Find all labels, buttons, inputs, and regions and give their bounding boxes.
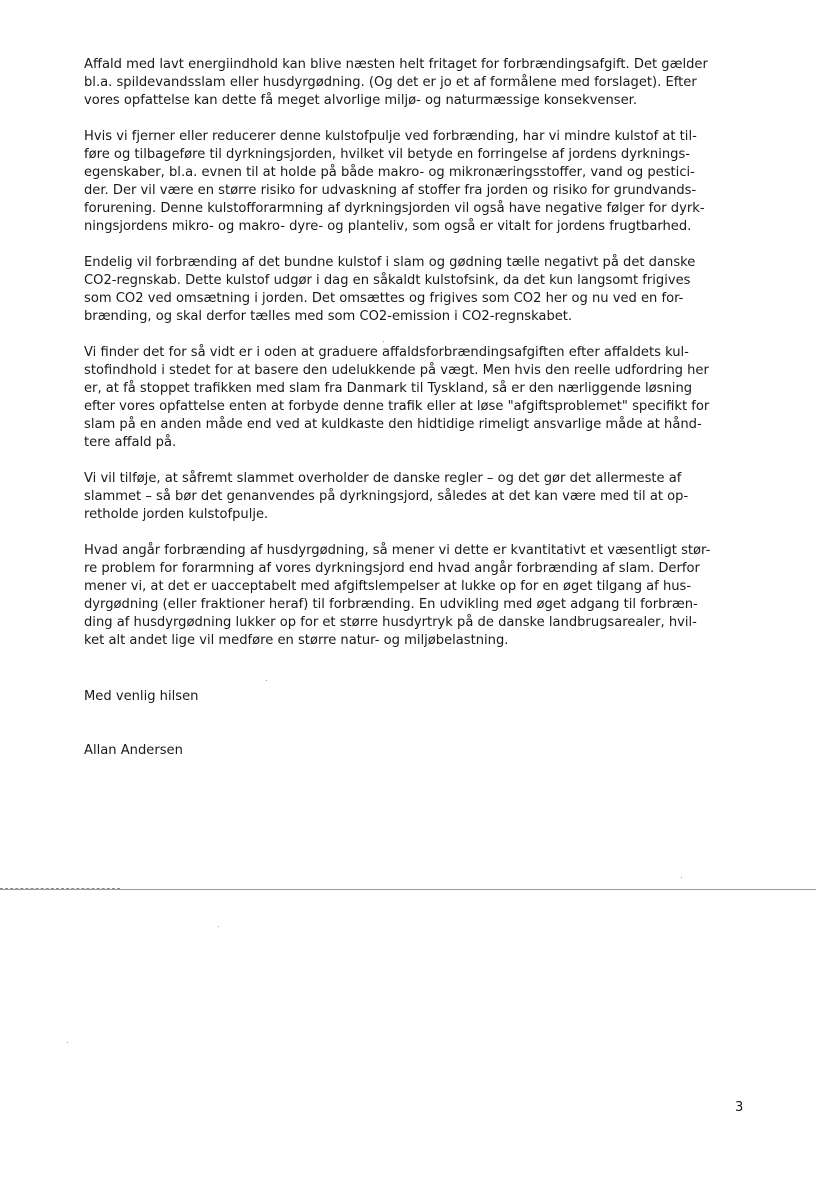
text-line: retholde jorden kulstofpulje. [84,507,269,522]
text-line: er, at få stoppet trafikken med slam fra Danmark til Tyskland, så er den nærliggende løsning [84,381,693,396]
page-divider-dashes [0,888,120,889]
page-number: 3 [735,1100,744,1115]
paragraph-4 [84,344,764,452]
letter-body [84,56,764,668]
text-line: som CO2 ved omsætning i jorden. Det omsættes og frigives som CO2 her og nu ved en for- [84,291,684,306]
text-line: føre og tilbageføre til dyrkningsjorden, hvilket vil betyde en forringelse af jordens dyrknings- [84,147,691,162]
text-line: Vi finder det for så vidt er i oden at graduere affaldsforbrændingsafgiften efter affaldets kul- [84,345,689,360]
paragraph-3 [84,254,764,326]
text-line: forurening. Denne kulstofforarmning af dyrkningsjorden vil også have negative følger for dyrk- [84,201,705,216]
paragraph-2 [84,128,764,236]
text-line: mener vi, at det er uacceptabelt med afgiftslempelser at lukke op for en øget tilgang af hus- [84,579,692,594]
text-line: slammet – så bør det genanvendes på dyrkningsjord, således at det kan være med til at op- [84,489,689,504]
text-line: ding af husdyrgødning lukker op for et større husdyrtryk på de danske landbrugsarealer, hvil- [84,615,697,630]
text-line: bl.a. spildevandsslam eller husdyrgødning. (Og det er jo et af formålene med forslaget). Efter [84,75,697,90]
text-line: stofindhold i stedet for at basere den udelukkende på vægt. Men hvis den reelle udfordring her [84,363,709,378]
text-line: Hvad angår forbrænding af husdyrgødning, så mener vi dette er kvantitativt et væsentligt stør- [84,543,711,558]
text-line: re problem for forarmning af vores dyrkningsjord end hvad angår forbrænding af slam. Derfor [84,561,700,576]
paragraph-6 [84,542,764,650]
text-line: vores opfattelse kan dette få meget alvorlige miljø- og naturmæssige konsekvenser. [84,93,638,108]
text-line: Hvis vi fjerner eller reducerer denne kulstofpulje ved forbrænding, har vi mindre kulstof at til- [84,129,697,144]
text-line: slam på en anden måde end ved at kuldkaste den hidtidige rimeligt ansvarlige måde at hånd- [84,417,702,432]
closing-salutation: Med venlig hilsen [84,689,199,704]
text-line: Vi vil tilføje, at såfremt slammet overholder de danske regler – og det gør det allermeste af [84,471,682,486]
page-divider [0,889,816,890]
text-line: efter vores opfattelse enten at forbyde denne trafik eller at løse "afgiftsproblemet" specifikt for [84,399,710,414]
text-line: ningsjordens mikro- og makro- dyre- og planteliv, som også er vitalt for jordens frugtbarhed. [84,219,692,234]
scan-speck [218,926,219,927]
signature-name: Allan Andersen [84,743,183,758]
text-line: ket alt andet lige vil medføre en større natur- og miljøbelastning. [84,633,509,648]
scan-speck [383,341,384,342]
text-line: CO2-regnskab. Dette kulstof udgør i dag en såkaldt kulstofsink, da det kun langsomt frigives [84,273,691,288]
scan-speck [681,877,682,878]
paragraph-5 [84,470,764,524]
text-line: tere affald på. [84,435,177,450]
scan-speck [67,1042,68,1043]
text-line: Affald med lavt energiindhold kan blive næsten helt fritaget for forbrændingsafgift. Det gælder [84,57,708,72]
text-line: brænding, og skal derfor tælles med som CO2-emission i CO2-regnskabet. [84,309,573,324]
text-line: egenskaber, bl.a. evnen til at holde på både makro- og mikronæringsstoffer, vand og pestici- [84,165,695,180]
text-line: dyrgødning (eller fraktioner heraf) til forbrænding. En udvikling med øget adgang til forbræn- [84,597,698,612]
text-line: Endelig vil forbrænding af det bundne kulstof i slam og gødning tælle negativt på det danske [84,255,696,270]
text-line: der. Der vil være en større risiko for udvaskning af stoffer fra jorden og risiko for grundvands- [84,183,697,198]
paragraph-1 [84,56,764,110]
scan-speck [266,680,267,681]
